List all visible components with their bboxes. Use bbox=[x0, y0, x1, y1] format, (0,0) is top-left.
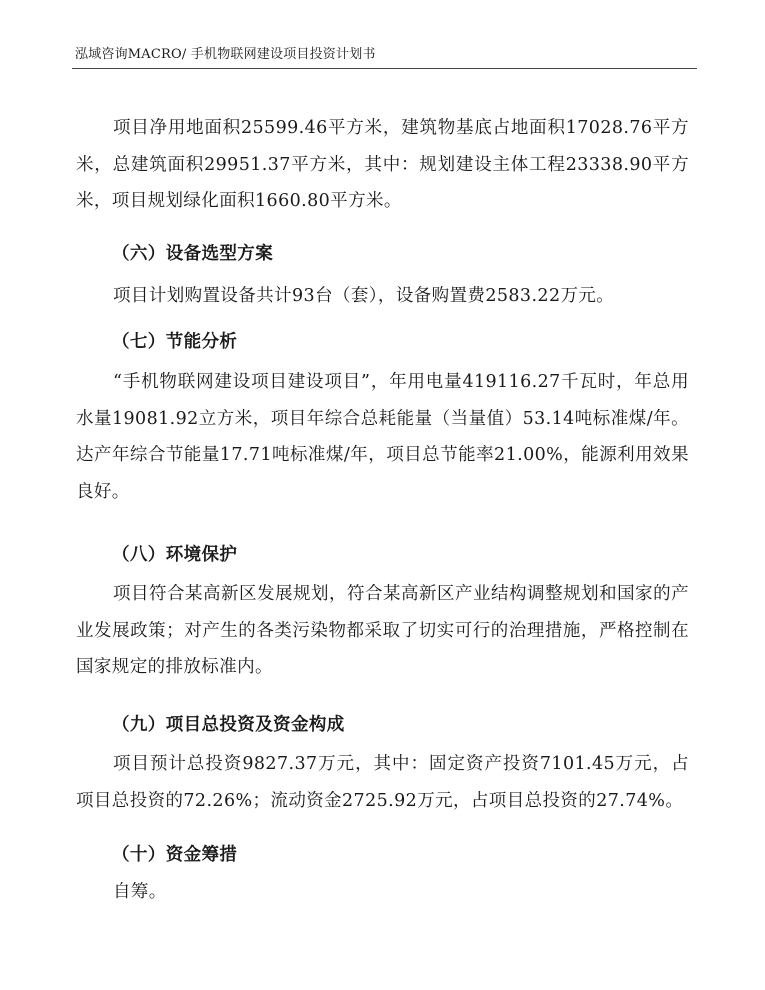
land-paragraph: 项目净用地面积25599.46平方米，建筑物基底占地面积17028.76平方米，总建筑面积29951.37平方米，其中：规划建设主体工程23338.90平方米，项目规划绿化面积1660.80平方米。 bbox=[76, 118, 689, 211]
investment-heading: （九）项目总投资及资金构成 bbox=[112, 715, 345, 735]
environment-heading: （八）环境保护 bbox=[112, 545, 238, 565]
equipment-paragraph: 项目计划购置设备共计93台（套），设备购置费2583.22万元。 bbox=[113, 286, 615, 306]
document-header: 泓域咨询MACRO/ 手机物联网建设项目投资计划书 bbox=[75, 47, 376, 62]
energy-paragraph: “手机物联网建设项目建设项目”，年用电量419116.27千瓦时，年总用水量19081.92立方米，项目年综合总耗能量（当量值）53.14吨标准煤/年。达产年综合节能量17.71吨标准煤/年，项目总节能率21.00%，能源利用效果良好。 bbox=[76, 372, 689, 502]
funding-heading: （十）资金筹措 bbox=[112, 845, 238, 865]
investment-paragraph: 项目预计总投资9827.37万元，其中：固定资产投资7101.45万元，占项目总投资的72.26%；流动资金2725.92万元，占项目总投资的27.74%。 bbox=[76, 754, 689, 811]
header-divider bbox=[72, 68, 697, 69]
energy-heading: （七）节能分析 bbox=[112, 332, 238, 352]
funding-paragraph: 自筹。 bbox=[113, 882, 167, 902]
equipment-heading: （六）设备选型方案 bbox=[112, 244, 274, 264]
environment-paragraph: 项目符合某高新区发展规划，符合某高新区产业结构调整规划和国家的产业发展政策；对产生的各类污染物都采取了切实可行的治理措施，严格控制在国家规定的排放标准内。 bbox=[76, 584, 689, 677]
